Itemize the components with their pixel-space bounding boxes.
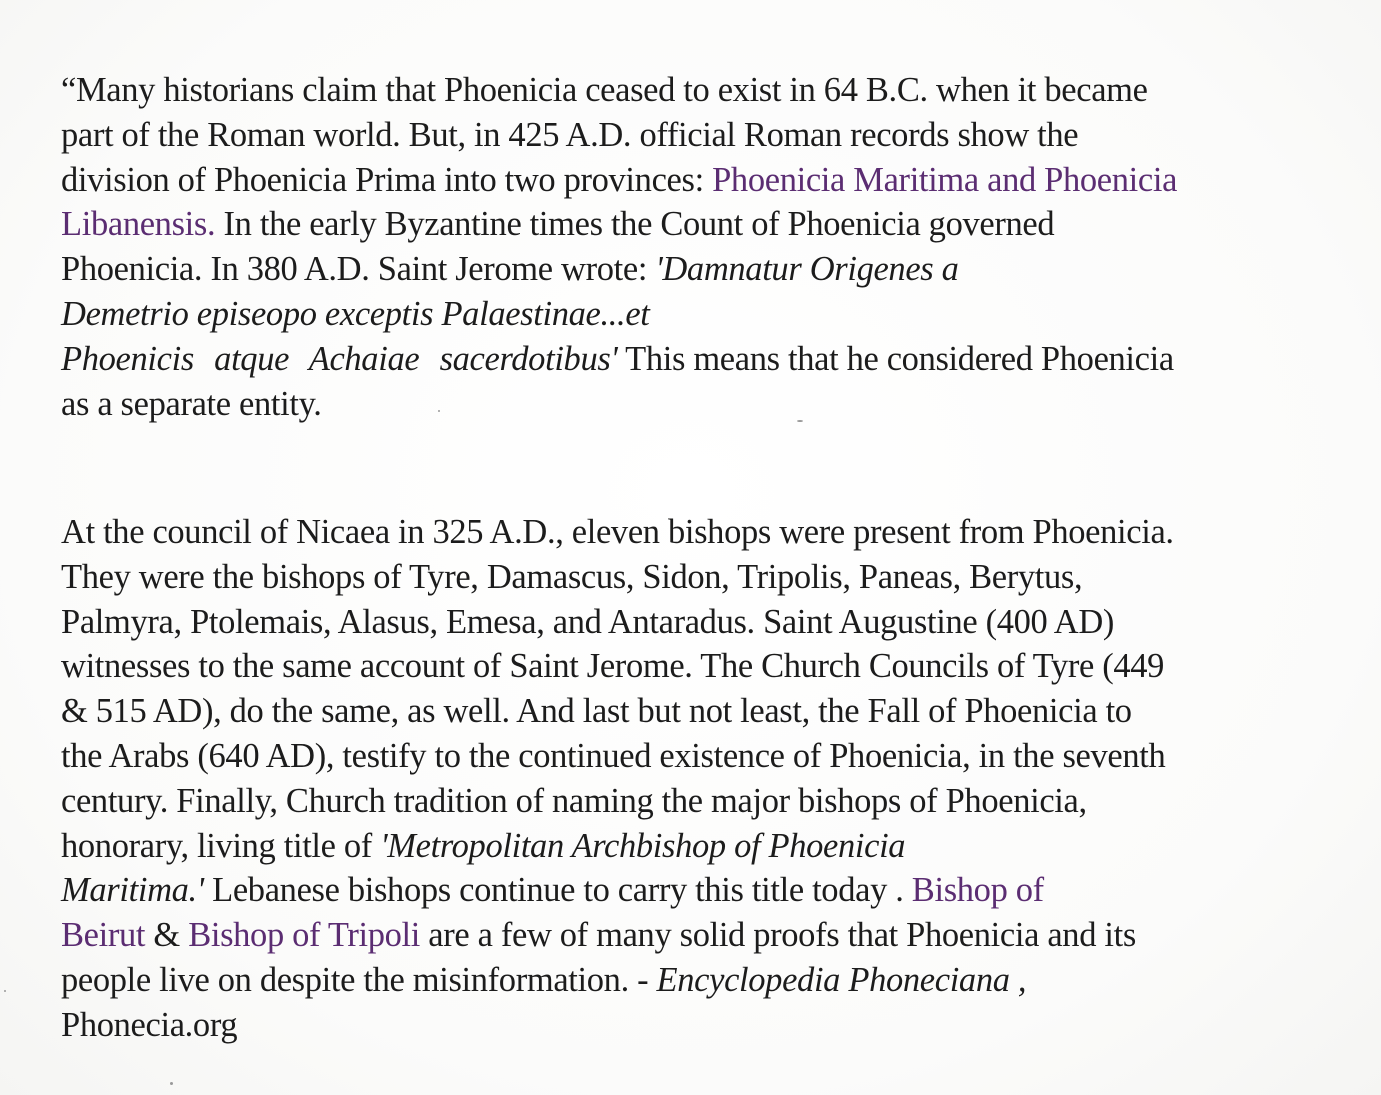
text-line <box>61 644 1356 689</box>
text-segment: Phonecia.org <box>61 1005 238 1044</box>
text-segment: At the council of Nicaea in 325 A.D., eleven bishops were present from Phoenicia. <box>61 513 1174 551</box>
text-segment: division of Phoenicia Prima into two provinces: <box>61 160 713 199</box>
text-segment: people live on despite the misinformation. - <box>61 960 657 999</box>
text-line <box>61 913 1356 958</box>
italic-text: Demetrio episeopo exceptis Palaestinae...et <box>61 294 650 333</box>
text-line <box>61 689 1356 734</box>
text-segment: as a separate entity. <box>61 384 322 423</box>
text-segment: are a few of many solid proofs that Phoenicia and its <box>419 916 1136 955</box>
hyperlink-text[interactable]: Bishop of <box>911 871 1044 910</box>
text-line <box>61 158 1356 203</box>
paragraph-roman-records <box>61 68 1356 426</box>
text-line <box>61 247 1356 292</box>
text-segment: honorary, living title of <box>61 826 381 865</box>
scan-speck <box>4 990 6 992</box>
text-line <box>61 958 1356 1003</box>
text-line <box>61 510 1356 555</box>
text-line <box>61 382 1356 427</box>
text-segment: & 515 AD), do the same, as well. And last but not least, the Fall of Phoenicia to <box>61 692 1132 731</box>
text-segment: Palmyra, Ptolemais, Alasus, Emesa, and Antaradus. Saint Augustine (400 AD) <box>61 602 1115 641</box>
text-line <box>61 555 1356 600</box>
hyperlink-text[interactable]: Libanensis. <box>61 205 216 244</box>
text-segment: They were the bishops of Tyre, Damascus, Sidon, Tripolis, Paneas, Berytus, <box>61 557 1083 596</box>
scan-speck <box>797 420 803 422</box>
text-segment: This means that he considered Phoenicia <box>617 339 1174 378</box>
hyperlink-text[interactable]: Beirut <box>61 916 146 955</box>
text-line <box>61 1003 1356 1048</box>
italic-text: 'Damnatur Origenes a <box>655 250 959 289</box>
text-segment: Phoenicia. In 380 A.D. Saint Jerome wrote: <box>61 250 656 289</box>
text-segment: Lebanese bishops continue to carry this title today . <box>203 871 912 910</box>
text-segment: & <box>145 916 189 955</box>
hyperlink-text[interactable]: Bishop of Tripoli <box>188 916 420 955</box>
text-line <box>61 868 1356 913</box>
scan-speck <box>438 410 440 412</box>
scan-speck <box>170 1082 173 1085</box>
text-line <box>61 600 1356 645</box>
hyperlink-text[interactable]: Phoenicia Maritima and Phoenicia <box>712 160 1178 199</box>
text-line <box>61 779 1356 824</box>
text-line <box>61 202 1356 247</box>
text-line <box>61 113 1356 158</box>
text-segment: century. Finally, Church tradition of naming the major bishops of Phoenicia, <box>61 781 1087 820</box>
text-line <box>61 292 1356 337</box>
italic-text: Phoenicis atque Achaiae sacerdotibus' <box>61 339 618 378</box>
paragraph-council-of-nicaea <box>61 510 1356 1048</box>
text-segment: the Arabs (640 AD), testify to the continued existence of Phoenicia, in the seventh <box>61 736 1166 775</box>
text-segment: “Many historians claim that Phoenicia ceased to exist in 64 B.C. when it became <box>61 71 1148 109</box>
text-line <box>61 68 1356 113</box>
text-line <box>61 824 1356 869</box>
text-segment: witnesses to the same account of Saint Jerome. The Church Councils of Tyre (449 <box>61 647 1165 686</box>
text-line <box>61 337 1356 382</box>
text-segment: In the early Byzantine times the Count of Phoenicia governed <box>215 205 1055 244</box>
italic-text: 'Metropolitan Archbishop of Phoenicia <box>380 826 906 865</box>
italic-text: Encyclopedia Phoneciana , <box>656 960 1027 999</box>
italic-text: Maritima.' <box>61 871 204 910</box>
text-segment: part of the Roman world. But, in 425 A.D. official Roman records show the <box>61 115 1079 154</box>
text-line <box>61 734 1356 779</box>
